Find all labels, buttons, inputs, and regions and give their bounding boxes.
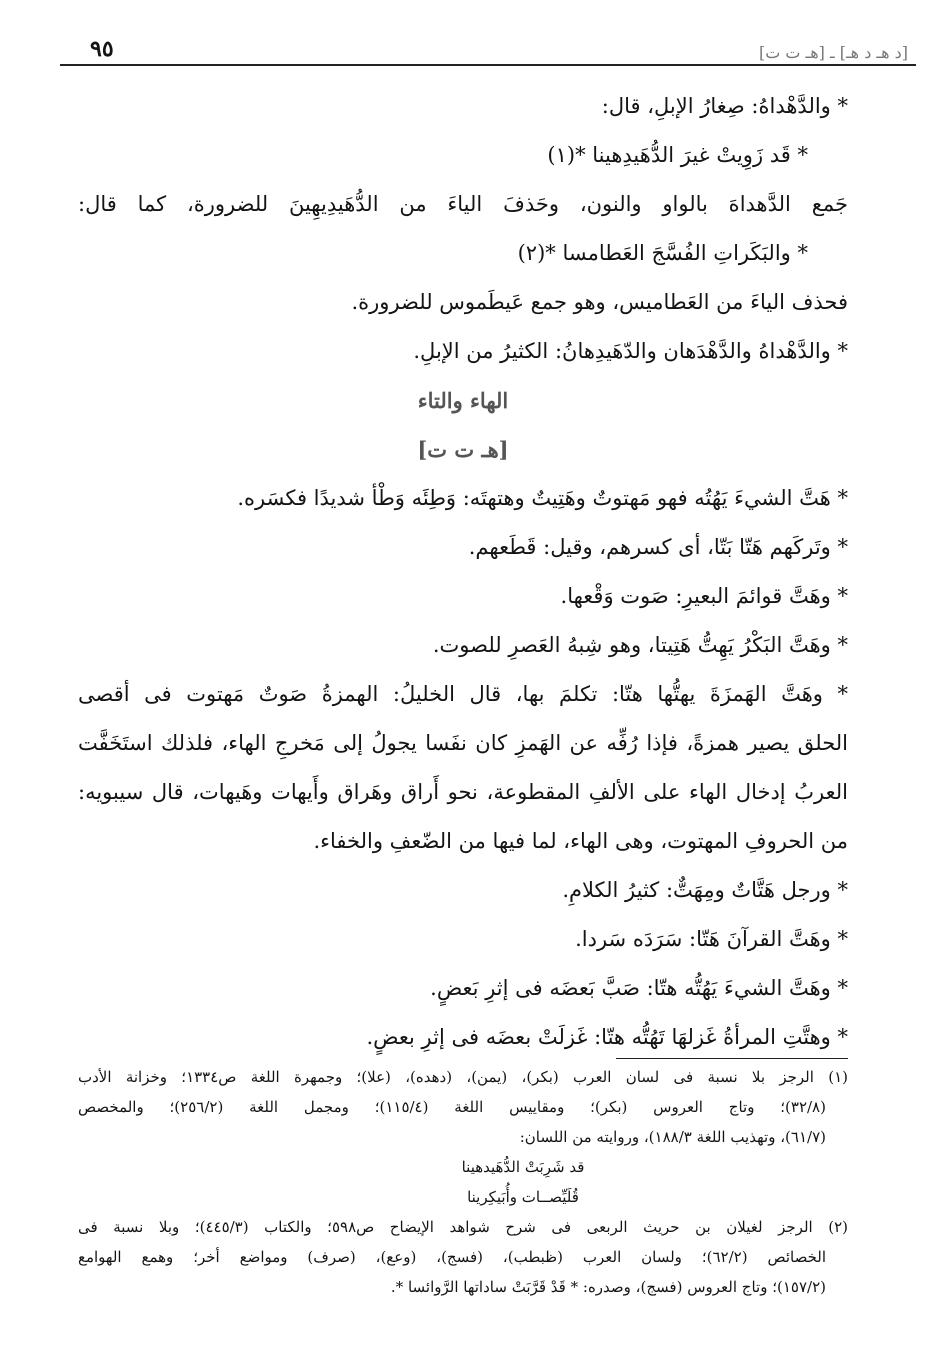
text-line: * ورجل هَتَّاتٌ ومِهَتٌّ: كثيرُ الكلامِ. bbox=[562, 878, 848, 902]
page-header bbox=[82, 28, 908, 62]
page-number: ٩٥ bbox=[90, 36, 114, 62]
footnote-rule bbox=[616, 1058, 848, 1059]
header-rule bbox=[60, 64, 916, 66]
text-line: العربُ إدخال الهاء على الألفِ المقطوعة، نحو أَراق وهَراق وأَيهات وهَيهات، قال سيبويه: bbox=[78, 780, 848, 804]
footnote-line: (٣٢/٨)؛ وتاج العروس (بكر)؛ ومقاييس اللغة (١١٥/٤)؛ ومجمل اللغة (٢٥٦/٢)؛ والمخصص bbox=[78, 1098, 826, 1116]
text-line: * هَتَّ الشيءَ يَهُتُه فهو مَهتوتٌ وهَتِيتٌ وهتهتَه: وَطِئَه وَطْأ شديدًا فكسَره. bbox=[237, 486, 848, 510]
text-line: * والدَّهْداهُ والدَّهْدَهان والدّهَيدِهانُ: الكثيرُ من الإبلِ. bbox=[413, 339, 848, 363]
running-head: [د هـ د هـ] ـ [هـ ت ت] bbox=[758, 43, 908, 62]
section-heading: الهاء والتاء bbox=[417, 388, 509, 413]
text-line: * وهَتَّ الهَمزَةَ يهتُّها هتّا: تكلمَ بها، قال الخليلُ: الهمزةُ صَوتٌ مَهتوت فى أقصى bbox=[78, 682, 848, 706]
footnote-line: الخصائص (٦٢/٢)؛ ولسان العرب (ظبطب)، (فسج)، (وعع)، (صرف) ومواضع أخر؛ وهمع الهوامع bbox=[78, 1248, 827, 1266]
text-line: جَمع الدَّهداهَ بالواو والنون، وحَذفَ الياءَ من الدُّهَيدِيهِينَ للضرورة، كما قال: bbox=[78, 192, 848, 216]
text-line: * والدَّهْداهُ: صِغارُ الإبلِ، قال: bbox=[601, 94, 848, 118]
text-line: * وهَتَّ البَكْرُ يَهِتُّ هَتِيتا، وهو شِبهُ العَصرِ للصوت. bbox=[432, 633, 848, 657]
text-line: * وهَتَّ الشيءَ يَهُتُّه هتّا: صَبَّ بَعضَه فى إثرِ بَعضٍ. bbox=[430, 976, 848, 1000]
verse-line: * قَد زَوِيتْ غيرَ الدُّهَيدِهينا *(١) bbox=[547, 143, 808, 167]
root-heading: [هـ ت ت] bbox=[417, 437, 509, 462]
text-line: * وهَتَّ القرآنَ هَتّا: سَرَدَه سَردا. bbox=[575, 927, 848, 951]
footnotes bbox=[78, 1062, 848, 1302]
verse-line: * والبَكَراتِ الفُسَّجَ العَطامسا *(٢) bbox=[517, 241, 808, 265]
footnote-line: (١) الرجز بلا نسبة فى لسان العرب (بكر)، (يمن)، (دهده)، (علا)؛ وجمهرة اللغة ص١٣٣٤؛ وخزانة الأدب bbox=[78, 1068, 848, 1086]
text-line: فحذف الياءَ من العَطاميس، وهو جمع عَيطَموس للضرورة. bbox=[351, 290, 848, 314]
text-line: * وتَركَهم هَتّا بَتّا، أى كسرهم، وقيل: قَطَعهم. bbox=[468, 535, 848, 559]
text-line: * وهتَّتِ المرأةُ غَزلهَا تَهُتُّه هتّا: غَزلَتْ بعضَه فى إثرِ بعضٍ. bbox=[366, 1025, 848, 1049]
footnote-line: (١٥٧/٢)؛ وتاج العروس (فسج)، وصدره: * قَدْ قَرَّبَتْ ساداتها الرَّوائسا *. bbox=[390, 1278, 826, 1296]
footnote-line: (٢) الرجز لغيلان بن حريث الربعى فى شرح شواهد الإيضاح ص٥٩٨؛ والكتاب (٤٤٥/٣)؛ وبلا نسبة فى bbox=[78, 1218, 849, 1236]
text-line: من الحروفِ المهتوت، وهى الهاء، لما فيها من الضّعفِ والخفاء. bbox=[313, 829, 848, 853]
text-line: * وهَتَّ قوائمَ البعيرِ: صَوت وَقْعها. bbox=[560, 584, 848, 608]
footnote-verse: قُلَيِّصــات وأُبَيكِرينا bbox=[467, 1188, 579, 1206]
text-line: الحلق يصير همزةً، فإذا رُفِّه عن الهَمزِ كان نفَسا يجولُ إلى مَخرجِ الهاء، فلذلك استَخَفَّت bbox=[78, 731, 848, 755]
footnote-line: (٦١/٧)، وتهذيب اللغة ١٨٨/٣)، وروايته من اللسان: bbox=[519, 1128, 826, 1146]
footnote-verse: قد شَرِبَتْ الدُّهَيدهينا bbox=[461, 1158, 585, 1176]
main-text bbox=[78, 82, 848, 1062]
